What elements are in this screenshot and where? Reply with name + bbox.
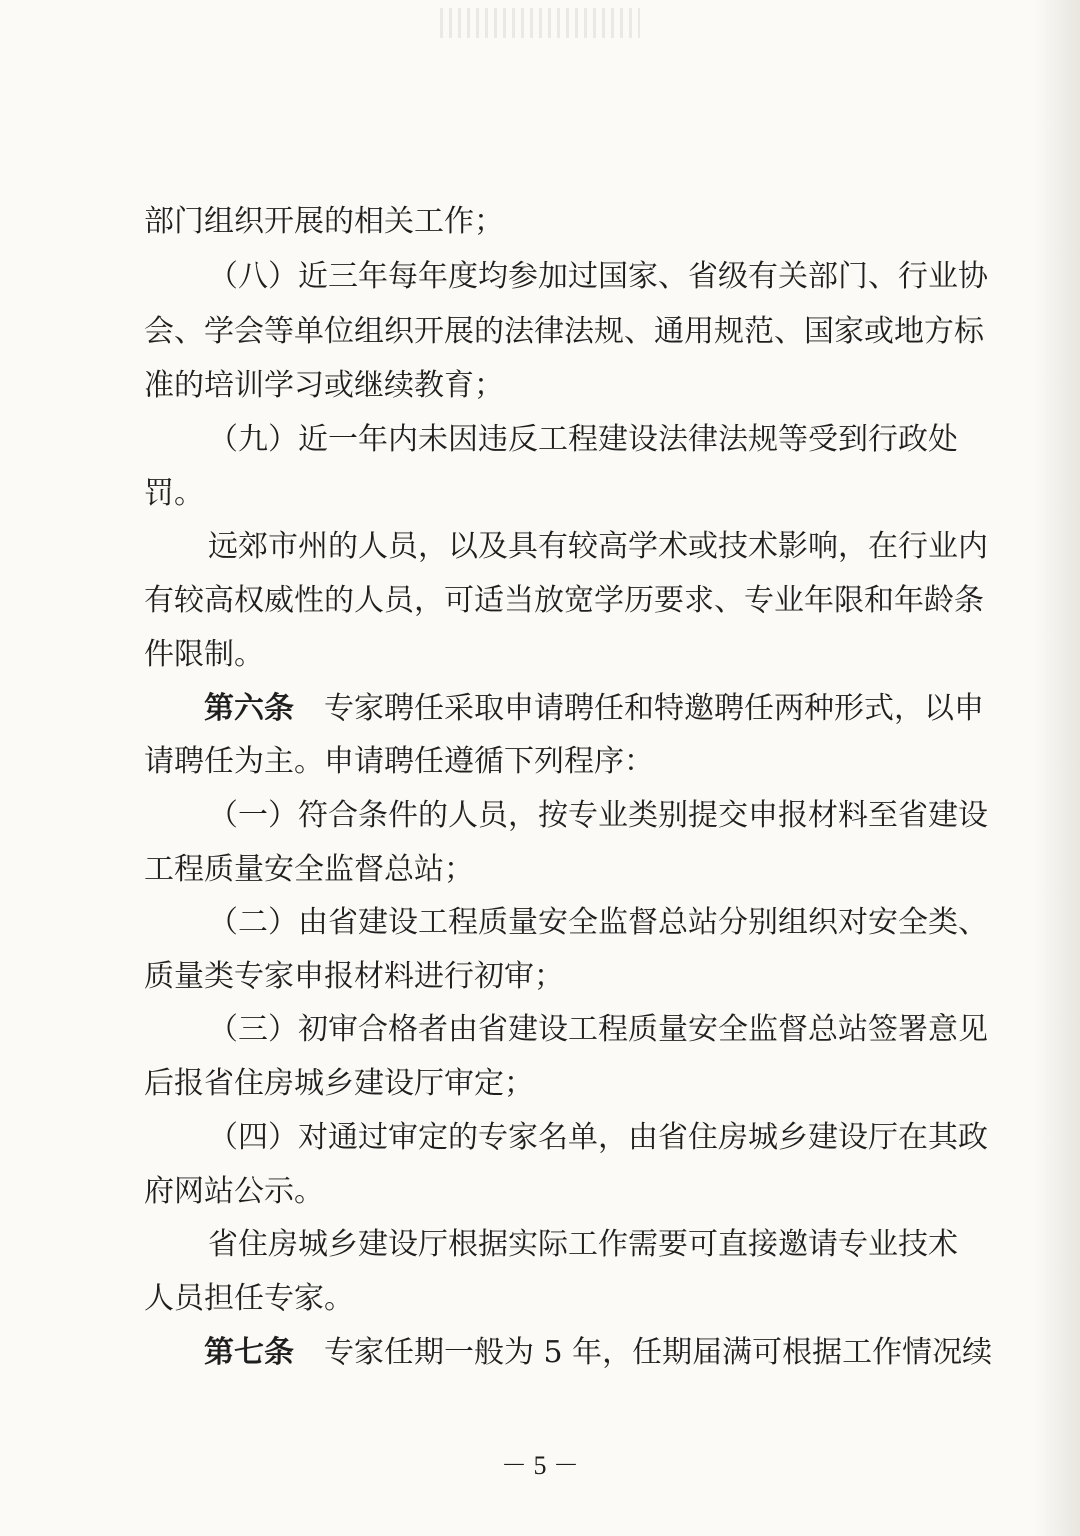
text-line: 会、学会等单位组织开展的法律法规、通用规范、国家或地方标: [144, 314, 984, 349]
article-6-heading: 第六条: [204, 691, 294, 726]
text-line: （四）对通过审定的专家名单，由省住房城乡建设厅在其政: [208, 1120, 988, 1155]
text-line: 专家任期一般为 5 年，任期届满可根据工作情况续: [324, 1335, 993, 1370]
article-7-heading: 第七条: [204, 1335, 294, 1370]
text-line: 工程质量安全监督总站；: [144, 852, 474, 887]
text-line: （八）近三年每年度均参加过国家、省级有关部门、行业协: [208, 259, 988, 294]
text-line: 省住房城乡建设厅根据实际工作需要可直接邀请专业技术: [208, 1227, 958, 1262]
text-line: 专家聘任采取申请聘任和特邀聘任两种形式，以申: [324, 691, 984, 726]
text-line: （九）近一年内未因违反工程建设法律法规等受到行政处: [208, 422, 958, 457]
text-line: （三）初审合格者由省建设工程质量安全监督总站签署意见: [208, 1012, 988, 1047]
text-line: 部门组织开展的相关工作；: [144, 204, 504, 239]
text-line: 人员担任专家。: [144, 1281, 354, 1316]
text-line: 后报省住房城乡建设厅审定；: [144, 1066, 534, 1101]
text-line: 府网站公示。: [144, 1174, 324, 1209]
scan-shadow: [1034, 0, 1080, 1536]
article-7-line: [204, 1329, 992, 1377]
show-through-text: [440, 8, 640, 38]
text-line: 质量类专家申报材料进行初审；: [144, 959, 564, 994]
page-number: － 5 －: [500, 1451, 579, 1480]
article-6-line: [204, 685, 984, 733]
text-line: 件限制。: [144, 637, 264, 672]
text-line: 有较高权威性的人员，可适当放宽学历要求、专业年限和年龄条: [144, 583, 984, 618]
text-line: 远郊市州的人员，以及具有较高学术或技术影响，在行业内: [208, 529, 988, 564]
text-line: 请聘任为主。申请聘任遵循下列程序：: [144, 744, 654, 779]
text-line: 准的培训学习或继续教育；: [144, 368, 504, 403]
text-line: （一）符合条件的人员，按专业类别提交申报材料至省建设: [208, 798, 988, 833]
text-line: 罚。: [144, 476, 204, 511]
text-line: （二）由省建设工程质量安全监督总站分别组织对安全类、: [208, 905, 988, 940]
